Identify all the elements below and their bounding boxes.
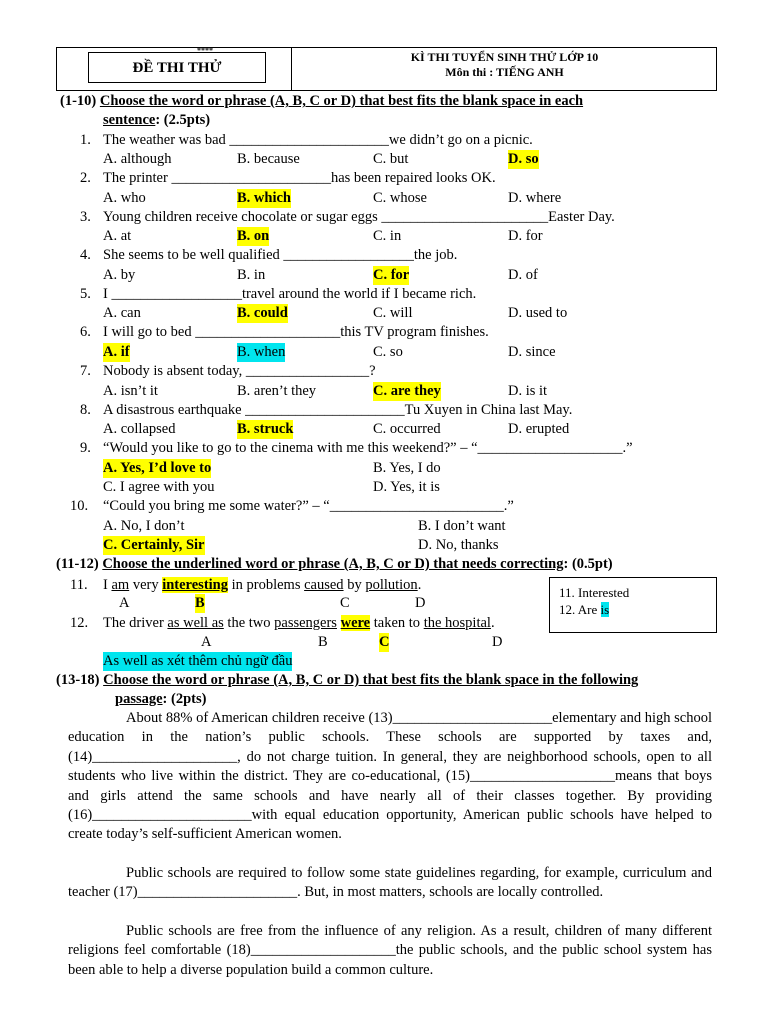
q1-option-b: B. because [237, 151, 300, 167]
q6-question: I will go to bed ____________________this TV program finishes. [103, 324, 489, 340]
q8-option-a: A. collapsed [103, 421, 176, 437]
q6-option-b: B. when [237, 344, 286, 360]
q12-sentence [103, 614, 495, 633]
section3-heading [56, 671, 638, 690]
section3-pts: : (2pts) [162, 691, 207, 707]
passage-paragraph-1 [68, 709, 712, 845]
q2-question: The printer ______________________has been repaired looks OK. [103, 170, 496, 186]
q11-number: 11. [70, 577, 88, 593]
q12-label-d: D [492, 634, 503, 650]
q11-label-c: C [340, 595, 350, 611]
q2-option-c: C. whose [373, 190, 427, 206]
passage-paragraph-3 [68, 922, 712, 980]
section2-title: Choose the underlined word or phrase (A, B, C or D) that needs correcting [102, 556, 564, 572]
exam-type-title: ĐỀ THI THỬ [132, 60, 222, 76]
q7-number: 7. [80, 363, 91, 379]
q1-number: 1. [80, 132, 91, 148]
q10-number: 10. [70, 498, 89, 514]
q5-number: 5. [80, 286, 91, 302]
q7-option-b: B. aren’t they [237, 383, 317, 399]
passage-p1-text: About 88% of American children receive (13)______________________elementary and high school education in the nation’s public schools. These schools are supported by taxes and, (14)____________________, do not charge tuition. In general, they are neighborhood schools, open to all students who live within the district. They are co-educational, (15)____________________means that boys and girls attend the same schools and have nearly all of their classes together. By providing (16)______________________with equal education opportunity, American public schools have helped to create today’s self-sufficient American women. [68, 710, 712, 843]
q10-question: “Could you bring me some water?” – “________________________.” [103, 498, 514, 514]
q8-option-c: C. occurred [373, 421, 441, 437]
q1-option-a: A. although [103, 151, 172, 167]
section2-heading [56, 555, 613, 574]
section1-heading-l2 [103, 111, 210, 130]
passage-p3-text: Public schools are free from the influence of any religion. As a result, children of many different religions feel comfortable (18)____________________the public schools, and the public school system has been able to help a diverse population build a common culture. [68, 923, 712, 978]
q5-option-a: A. can [103, 305, 141, 321]
passage-paragraph-2 [68, 864, 712, 903]
q3-option-b: B. on [237, 228, 270, 244]
q11-text-1: I [103, 577, 112, 593]
section1-pts: : (2.5pts) [155, 112, 211, 128]
exam-title: KÌ THI TUYỂN SINH THỬ LỚP 10 [410, 50, 599, 64]
q12-number: 12. [70, 615, 89, 631]
q11-text-3: in problems [227, 577, 305, 593]
q9-number: 9. [80, 440, 91, 456]
q4-option-b: B. in [237, 267, 266, 283]
q6-option-d: D. since [508, 344, 556, 360]
q7-option-c: C. are they [373, 383, 441, 399]
exam-type-box [88, 46, 266, 83]
q2-option-d: D. where [508, 190, 562, 206]
section1-num: (1-10) [60, 93, 97, 109]
answer-11: 11. Interested [559, 585, 630, 600]
section1-title-l2: sentence [103, 112, 156, 128]
q12-label-b: B [318, 634, 328, 650]
answer-12 [559, 601, 609, 618]
q5-option-c: C. will [373, 305, 413, 321]
q8-question: A disastrous earthquake ______________________Tu Xuyen in China last May. [103, 402, 573, 418]
header-divider [291, 48, 292, 90]
q11-label-b: B [195, 595, 205, 611]
q12-part-d: the hospital [423, 615, 491, 631]
section3-title-l2: passage [115, 691, 163, 707]
q12-part-b: passengers [274, 615, 337, 631]
answer-12-text: 12. Are [559, 602, 601, 617]
section3-title-l1: Choose the word or phrase (A, B, C or D) that best fits the blank space in the following [103, 672, 639, 688]
q9-option-a: A. Yes, I’d love to [103, 460, 212, 476]
q11-part-a: am [111, 577, 130, 593]
q5-question: I __________________travel around the world if I became rich. [103, 286, 477, 302]
q12-part-a: as well as [167, 615, 224, 631]
q12-text-5: . [490, 615, 495, 631]
section3-heading-l2 [115, 690, 206, 709]
q1-option-d: D. so [508, 151, 539, 167]
q4-question: She seems to be well qualified __________________the job. [103, 247, 458, 263]
q11-text-5: . [417, 577, 422, 593]
q4-option-a: A. by [103, 267, 136, 283]
q6-option-c: C. so [373, 344, 403, 360]
q10-option-b: B. I don’t want [418, 518, 506, 534]
q3-option-d: D. for [508, 228, 543, 244]
q12-label-c: C [379, 634, 390, 650]
q7-option-d: D. is it [508, 383, 548, 399]
q11-label-a: A [119, 595, 130, 611]
q10-option-a: A. No, I don’t [103, 518, 185, 534]
q12-part-c: were [340, 615, 371, 631]
q4-option-d: D. of [508, 267, 538, 283]
q9-option-c: C. I agree with you [103, 479, 215, 495]
q8-option-b: B. struck [237, 421, 294, 437]
q11-part-c: caused [304, 577, 344, 593]
q3-option-a: A. at [103, 228, 132, 244]
q12-text-4: taken to [370, 615, 424, 631]
q3-option-c: C. in [373, 228, 402, 244]
q3-number: 3. [80, 209, 91, 225]
section1-heading [60, 92, 583, 111]
q2-option-a: A. who [103, 190, 146, 206]
q2-number: 2. [80, 170, 91, 186]
q4-number: 4. [80, 247, 91, 263]
q8-option-d: D. erupted [508, 421, 570, 437]
q2-option-b: B. which [237, 190, 291, 206]
section1-title-l1: Choose the word or phrase (A, B, C or D) that best fits the blank space in each [99, 93, 584, 109]
q11-sentence [103, 576, 421, 595]
section2-pts: : (0.5pt) [563, 556, 613, 572]
exam-header [56, 47, 717, 91]
q3-question: Young children receive chocolate or sugar eggs _______________________Easter Day. [103, 209, 615, 225]
q11-text-4: by [343, 577, 366, 593]
q9-option-b: B. Yes, I do [373, 460, 441, 476]
q7-option-a: A. isn’t it [103, 383, 158, 399]
q9-option-d: D. Yes, it is [373, 479, 440, 495]
exam-info [293, 50, 716, 80]
answer-box [549, 577, 717, 633]
exam-subject: Môn thi : TIẾNG ANH [445, 65, 564, 79]
q9-question: “Would you like to go to the cinema with me this weekend?” – “____________________.” [103, 440, 633, 456]
q10-option-d: D. No, thanks [418, 537, 499, 553]
q6-number: 6. [80, 324, 91, 340]
answer-12-correction: is [600, 602, 610, 617]
q7-question: Nobody is absent today, _________________? [103, 363, 376, 379]
q11-label-d: D [415, 595, 426, 611]
q6-option-a: A. if [103, 344, 130, 360]
q11-part-d: pollution [365, 577, 418, 593]
q12-text-1: The driver [103, 615, 168, 631]
header-dots: **** [197, 46, 213, 55]
q1-question: The weather was bad ______________________we didn’t go on a picnic. [103, 132, 533, 148]
q1-option-c: C. but [373, 151, 409, 167]
q5-option-d: D. used to [508, 305, 568, 321]
q8-number: 8. [80, 402, 91, 418]
grammar-note: As well as xét thêm chủ ngữ đầu [103, 653, 293, 669]
q12-text-2: the two [223, 615, 275, 631]
q5-option-b: B. could [237, 305, 288, 321]
section2-num: (11-12) [56, 556, 99, 572]
passage-p2-text: Public schools are required to follow some state guidelines regarding, for example, curriculum and teacher (17)______________________. But, in most matters, schools are locally controlled. [68, 865, 712, 901]
q12-label-a: A [201, 634, 212, 650]
q11-part-b: interesting [162, 577, 228, 593]
q10-option-c: C. Certainly, Sir [103, 537, 205, 553]
section3-num: (13-18) [56, 672, 100, 688]
q4-option-c: C. for [373, 267, 410, 283]
q11-text-2: very [129, 577, 163, 593]
